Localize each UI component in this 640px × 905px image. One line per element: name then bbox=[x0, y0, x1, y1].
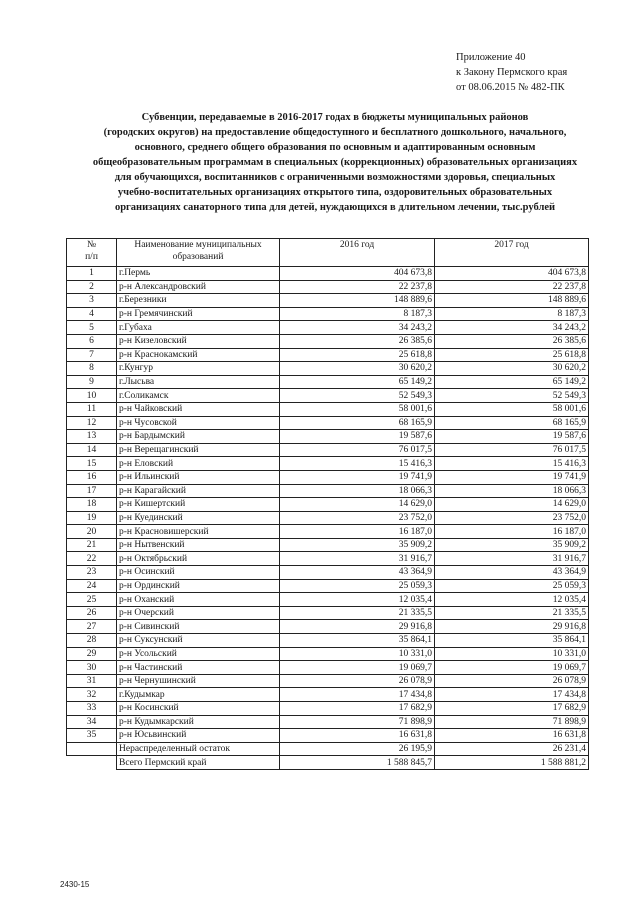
row-value-2017: 71 898,9 bbox=[435, 715, 589, 729]
row-value-2017: 29 916,8 bbox=[435, 620, 589, 634]
row-number: 18 bbox=[67, 498, 117, 512]
row-number: 15 bbox=[67, 457, 117, 471]
table-row bbox=[67, 688, 589, 702]
table-row bbox=[67, 511, 589, 525]
row-municipality: р-н Юсьвинский bbox=[117, 729, 280, 743]
row-number: 5 bbox=[67, 321, 117, 335]
row-value-2017: 23 752,0 bbox=[435, 511, 589, 525]
row-value-2016: 26 078,9 bbox=[280, 674, 435, 688]
row-number: 24 bbox=[67, 579, 117, 593]
row-value-2016: 17 682,9 bbox=[280, 702, 435, 716]
row-number: 26 bbox=[67, 606, 117, 620]
table-row bbox=[67, 498, 589, 512]
row-value-2017: 58 001,6 bbox=[435, 402, 589, 416]
table-row bbox=[67, 729, 589, 743]
title-line: Субвенции, передаваемые в 2016-2017 годах в бюджеты муниципальных районов bbox=[141, 112, 529, 123]
row-number: 23 bbox=[67, 566, 117, 580]
table-row bbox=[67, 457, 589, 471]
row-municipality: г.Кунгур bbox=[117, 362, 280, 376]
row-value-2016: 10 331,0 bbox=[280, 647, 435, 661]
row-value-2017: 18 066,3 bbox=[435, 484, 589, 498]
table-body bbox=[67, 267, 589, 770]
table-row bbox=[67, 470, 589, 484]
row-municipality: р-н Нытвенский bbox=[117, 538, 280, 552]
row-value-2017: 21 335,5 bbox=[435, 606, 589, 620]
row-value-2016: 58 001,6 bbox=[280, 402, 435, 416]
row-value-2016: 76 017,5 bbox=[280, 443, 435, 457]
table-row bbox=[67, 280, 589, 294]
row-number: 30 bbox=[67, 661, 117, 675]
row-value-2017: 19 587,6 bbox=[435, 430, 589, 444]
table-row bbox=[67, 430, 589, 444]
row-value-2017: 19 069,7 bbox=[435, 661, 589, 675]
appendix-line: Приложение 40 bbox=[456, 52, 526, 63]
row-number: 14 bbox=[67, 443, 117, 457]
row-municipality: г.Лысьва bbox=[117, 375, 280, 389]
row-value-2016: 14 629,0 bbox=[280, 498, 435, 512]
row-municipality: р-н Еловский bbox=[117, 457, 280, 471]
row-municipality: г.Соликамск bbox=[117, 389, 280, 403]
header-2017: 2017 год bbox=[435, 239, 589, 267]
table-row bbox=[67, 484, 589, 498]
row-number: 33 bbox=[67, 702, 117, 716]
title-line: (городских округов) на предоставление общедоступного и бесплатного дошкольного, начального, bbox=[103, 127, 567, 138]
row-value-2017: 25 059,3 bbox=[435, 579, 589, 593]
row-number: 9 bbox=[67, 375, 117, 389]
row-number: 34 bbox=[67, 715, 117, 729]
row-value-2016: 16 631,8 bbox=[280, 729, 435, 743]
table-row bbox=[67, 742, 589, 756]
row-municipality: р-н Кишертский bbox=[117, 498, 280, 512]
row-value-2017: 35 864,1 bbox=[435, 634, 589, 648]
row-value-2016: 71 898,9 bbox=[280, 715, 435, 729]
row-value-2017: 31 916,7 bbox=[435, 552, 589, 566]
row-municipality: р-н Очерский bbox=[117, 606, 280, 620]
row-municipality: р-н Октябрьский bbox=[117, 552, 280, 566]
table-row bbox=[67, 647, 589, 661]
row-municipality: р-н Верещагинский bbox=[117, 443, 280, 457]
row-value-2017: 12 035,4 bbox=[435, 593, 589, 607]
row-municipality: Нераспределенный остаток bbox=[117, 742, 280, 756]
table-row bbox=[67, 620, 589, 634]
table-row bbox=[67, 634, 589, 648]
table-row bbox=[67, 606, 589, 620]
row-value-2017: 19 741,9 bbox=[435, 470, 589, 484]
row-number: 6 bbox=[67, 334, 117, 348]
row-municipality: р-н Чайковский bbox=[117, 402, 280, 416]
row-value-2016: 31 916,7 bbox=[280, 552, 435, 566]
row-number: 22 bbox=[67, 552, 117, 566]
row-value-2016: 65 149,2 bbox=[280, 375, 435, 389]
row-number bbox=[67, 756, 117, 770]
table-row bbox=[67, 593, 589, 607]
row-municipality: г.Кудымкар bbox=[117, 688, 280, 702]
row-value-2017: 17 434,8 bbox=[435, 688, 589, 702]
row-number: 13 bbox=[67, 430, 117, 444]
row-number: 25 bbox=[67, 593, 117, 607]
row-municipality: р-н Бардымский bbox=[117, 430, 280, 444]
row-value-2016: 25 618,8 bbox=[280, 348, 435, 362]
row-number: 27 bbox=[67, 620, 117, 634]
row-value-2016: 34 243,2 bbox=[280, 321, 435, 335]
row-value-2016: 26 195,9 bbox=[280, 742, 435, 756]
row-value-2017: 16 631,8 bbox=[435, 729, 589, 743]
header-municipality: Наименование муниципальных образований bbox=[117, 239, 280, 267]
table-row bbox=[67, 416, 589, 430]
row-number: 21 bbox=[67, 538, 117, 552]
row-number: 32 bbox=[67, 688, 117, 702]
row-value-2016: 19 741,9 bbox=[280, 470, 435, 484]
row-value-2017: 68 165,9 bbox=[435, 416, 589, 430]
table-row bbox=[67, 294, 589, 308]
table-row bbox=[67, 756, 589, 770]
row-municipality: р-н Частинский bbox=[117, 661, 280, 675]
row-value-2016: 21 335,5 bbox=[280, 606, 435, 620]
row-municipality: р-н Красновишерский bbox=[117, 525, 280, 539]
row-number: 12 bbox=[67, 416, 117, 430]
row-value-2017: 17 682,9 bbox=[435, 702, 589, 716]
table-row bbox=[67, 538, 589, 552]
appendix-line: к Закону Пермского края bbox=[456, 67, 568, 78]
row-value-2017: 14 629,0 bbox=[435, 498, 589, 512]
row-value-2016: 52 549,3 bbox=[280, 389, 435, 403]
table-row bbox=[67, 334, 589, 348]
row-number: 3 bbox=[67, 294, 117, 308]
table-row bbox=[67, 307, 589, 321]
row-value-2017: 65 149,2 bbox=[435, 375, 589, 389]
row-number: 20 bbox=[67, 525, 117, 539]
table-row bbox=[67, 267, 589, 281]
table-row bbox=[67, 321, 589, 335]
row-municipality: р-н Оханский bbox=[117, 593, 280, 607]
row-value-2017: 52 549,3 bbox=[435, 389, 589, 403]
row-municipality: р-н Сивинский bbox=[117, 620, 280, 634]
row-number: 31 bbox=[67, 674, 117, 688]
row-value-2017: 25 618,8 bbox=[435, 348, 589, 362]
row-number: 1 bbox=[67, 267, 117, 281]
row-municipality: Всего Пермский край bbox=[117, 756, 280, 770]
table-row bbox=[67, 402, 589, 416]
header-2016: 2016 год bbox=[280, 239, 435, 267]
row-value-2016: 16 187,0 bbox=[280, 525, 435, 539]
row-value-2016: 19 587,6 bbox=[280, 430, 435, 444]
document-title bbox=[40, 110, 630, 215]
row-municipality: р-н Чернушинский bbox=[117, 674, 280, 688]
row-value-2016: 25 059,3 bbox=[280, 579, 435, 593]
row-municipality: р-н Ильинский bbox=[117, 470, 280, 484]
row-value-2017: 34 243,2 bbox=[435, 321, 589, 335]
row-value-2017: 76 017,5 bbox=[435, 443, 589, 457]
row-value-2016: 68 165,9 bbox=[280, 416, 435, 430]
subsidies-table bbox=[66, 238, 589, 770]
table-row bbox=[67, 362, 589, 376]
row-value-2016: 404 673,8 bbox=[280, 267, 435, 281]
title-line: основного, среднего общего образования по основным и адаптированным основным bbox=[134, 142, 536, 153]
row-municipality: г.Губаха bbox=[117, 321, 280, 335]
footer-code: 2430-15 bbox=[60, 880, 90, 889]
title-line: общеобразовательным программам в специальных (коррекционных) образовательных организациях bbox=[92, 157, 578, 168]
row-number: 19 bbox=[67, 511, 117, 525]
row-value-2016: 1 588 845,7 bbox=[280, 756, 435, 770]
header-number: № п/п bbox=[67, 239, 117, 267]
table-row bbox=[67, 566, 589, 580]
title-line: учебно-воспитательных организациях открытого типа, оздоровительных образовательных bbox=[117, 187, 553, 198]
row-value-2016: 23 752,0 bbox=[280, 511, 435, 525]
row-municipality: г.Березники bbox=[117, 294, 280, 308]
row-number: 17 bbox=[67, 484, 117, 498]
row-value-2017: 404 673,8 bbox=[435, 267, 589, 281]
title-line: для обучающихся, воспитанников с ограниченными возможностями здоровья, специальных bbox=[114, 172, 556, 183]
appendix-line: от 08.06.2015 № 482-ПК bbox=[456, 82, 565, 93]
row-value-2017: 148 889,6 bbox=[435, 294, 589, 308]
table-row bbox=[67, 389, 589, 403]
row-value-2017: 35 909,2 bbox=[435, 538, 589, 552]
table-row bbox=[67, 579, 589, 593]
row-value-2017: 10 331,0 bbox=[435, 647, 589, 661]
row-value-2016: 17 434,8 bbox=[280, 688, 435, 702]
row-municipality: р-н Кизеловский bbox=[117, 334, 280, 348]
row-value-2017: 26 078,9 bbox=[435, 674, 589, 688]
row-municipality: р-н Александровский bbox=[117, 280, 280, 294]
row-value-2016: 30 620,2 bbox=[280, 362, 435, 376]
table-row bbox=[67, 525, 589, 539]
table-row bbox=[67, 375, 589, 389]
row-municipality: р-н Куединский bbox=[117, 511, 280, 525]
row-value-2016: 8 187,3 bbox=[280, 307, 435, 321]
row-value-2017: 8 187,3 bbox=[435, 307, 589, 321]
table-row bbox=[67, 443, 589, 457]
row-municipality: р-н Осинский bbox=[117, 566, 280, 580]
row-number: 8 bbox=[67, 362, 117, 376]
row-number: 29 bbox=[67, 647, 117, 661]
appendix-reference bbox=[456, 50, 626, 95]
row-municipality: р-н Усольский bbox=[117, 647, 280, 661]
row-value-2016: 26 385,6 bbox=[280, 334, 435, 348]
row-municipality: р-н Краснокамский bbox=[117, 348, 280, 362]
table-header-row bbox=[67, 239, 589, 267]
row-value-2017: 43 364,9 bbox=[435, 566, 589, 580]
row-value-2016: 22 237,8 bbox=[280, 280, 435, 294]
row-value-2016: 148 889,6 bbox=[280, 294, 435, 308]
row-municipality: р-н Карагайский bbox=[117, 484, 280, 498]
title-line: организациях санаторного типа для детей, нуждающихся в длительном лечении, тыс.рублей bbox=[114, 202, 556, 213]
row-value-2016: 43 364,9 bbox=[280, 566, 435, 580]
row-value-2017: 15 416,3 bbox=[435, 457, 589, 471]
row-value-2016: 35 909,2 bbox=[280, 538, 435, 552]
row-value-2016: 35 864,1 bbox=[280, 634, 435, 648]
row-number: 7 bbox=[67, 348, 117, 362]
row-number: 10 bbox=[67, 389, 117, 403]
row-municipality: р-н Ординский bbox=[117, 579, 280, 593]
row-number: 11 bbox=[67, 402, 117, 416]
row-value-2017: 22 237,8 bbox=[435, 280, 589, 294]
row-value-2017: 26 231,4 bbox=[435, 742, 589, 756]
table-row bbox=[67, 674, 589, 688]
row-value-2016: 12 035,4 bbox=[280, 593, 435, 607]
row-value-2016: 15 416,3 bbox=[280, 457, 435, 471]
row-value-2017: 26 385,6 bbox=[435, 334, 589, 348]
row-value-2016: 19 069,7 bbox=[280, 661, 435, 675]
row-number: 4 bbox=[67, 307, 117, 321]
row-municipality: р-н Косинский bbox=[117, 702, 280, 716]
table-row bbox=[67, 702, 589, 716]
row-number: 28 bbox=[67, 634, 117, 648]
row-value-2017: 1 588 881,2 bbox=[435, 756, 589, 770]
row-municipality: г.Пермь bbox=[117, 267, 280, 281]
row-number bbox=[67, 742, 117, 756]
table-row bbox=[67, 552, 589, 566]
row-value-2017: 30 620,2 bbox=[435, 362, 589, 376]
row-municipality: р-н Чусовской bbox=[117, 416, 280, 430]
row-number: 2 bbox=[67, 280, 117, 294]
row-municipality: р-н Гремячинский bbox=[117, 307, 280, 321]
table-row bbox=[67, 715, 589, 729]
row-value-2017: 16 187,0 bbox=[435, 525, 589, 539]
table-row bbox=[67, 661, 589, 675]
table-row bbox=[67, 348, 589, 362]
row-value-2016: 29 916,8 bbox=[280, 620, 435, 634]
row-municipality: р-н Кудымкарский bbox=[117, 715, 280, 729]
row-number: 16 bbox=[67, 470, 117, 484]
row-municipality: р-н Суксунский bbox=[117, 634, 280, 648]
row-value-2016: 18 066,3 bbox=[280, 484, 435, 498]
row-number: 35 bbox=[67, 729, 117, 743]
